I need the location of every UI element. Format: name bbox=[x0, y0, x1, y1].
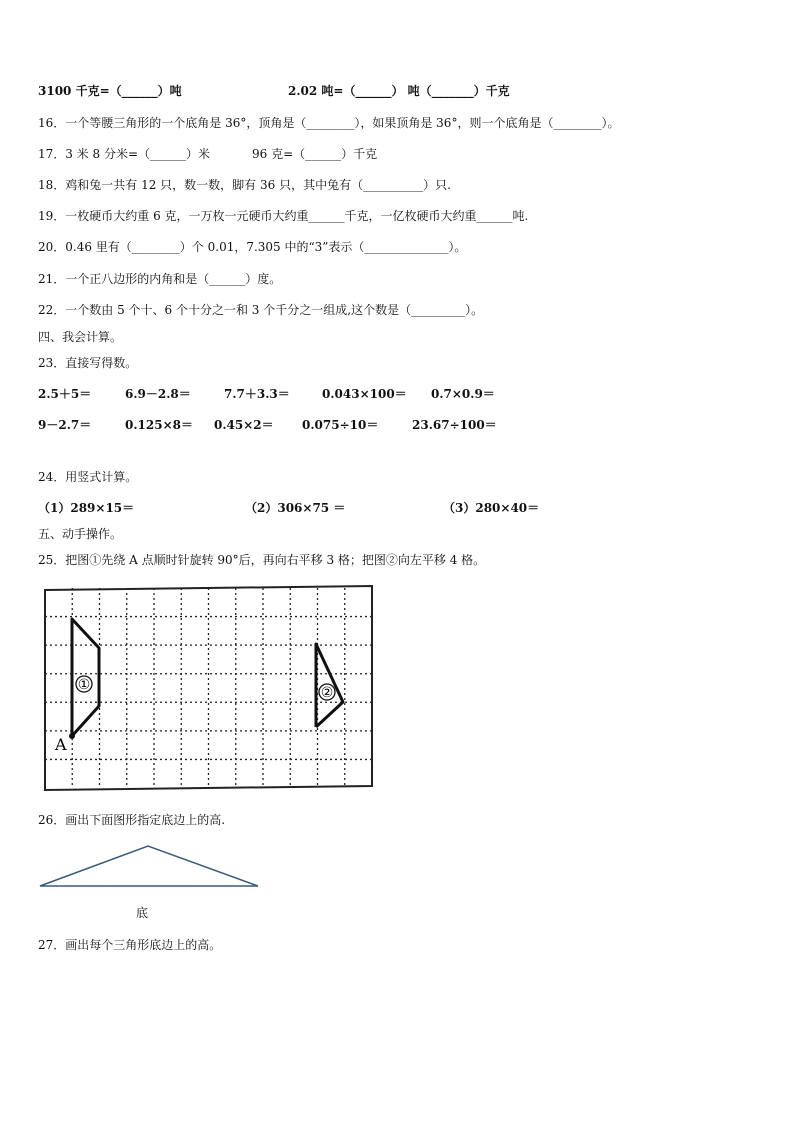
section-4-heading: 四、我会计算。 bbox=[38, 330, 123, 344]
vertical-calc-item: （3）280×40＝ bbox=[443, 501, 540, 515]
question-19: 19．一枚硬币大约重 6 克，一万枚一元硬币大约重______千克，一亿枚硬币大约重______吨. bbox=[38, 209, 529, 223]
q15-part-b: 2.02 吨=（______） 吨（_______）千克 bbox=[288, 84, 510, 98]
question-20: 20．0.46 里有（________）个 0.01，7.305 中的“3”表示（______________）。 bbox=[38, 240, 467, 254]
calc-item: 9－2.7＝ bbox=[38, 418, 92, 432]
calc-item: 0.45×2＝ bbox=[214, 418, 274, 432]
vertical-calc-item: （2）306×75 ＝ bbox=[245, 501, 346, 515]
question-26: 26．画出下面图形指定底边上的高. bbox=[38, 813, 226, 827]
calc-item: 7.7＋3.3＝ bbox=[224, 387, 290, 401]
grid-svg bbox=[41, 584, 373, 794]
question-17-part-a: 17．3 米 8 分米=（______）米 bbox=[38, 147, 211, 161]
vertical-calc-item: （1）289×15＝ bbox=[38, 501, 135, 515]
question-25: 25．把图①先绕 A 点顺时针旋转 90°后，再向右平移 3 格；把图②向左平移 4 格。 bbox=[38, 553, 486, 567]
shape-1-label: ① bbox=[77, 677, 91, 693]
triangle-figure bbox=[36, 842, 262, 892]
question-24: 24．用竖式计算。 bbox=[38, 470, 138, 484]
question-21: 21．一个正八边形的内角和是（______）度。 bbox=[38, 272, 282, 286]
triangle-svg bbox=[36, 842, 262, 892]
calc-item: 0.043×100＝ bbox=[322, 387, 407, 401]
shape-2-label: ② bbox=[320, 685, 334, 701]
question-22: 22．一个数由 5 个十、6 个十分之一和 3 个千分之一组成,这个数是（_________）。 bbox=[38, 303, 484, 317]
question-27: 27．画出每个三角形底边上的高。 bbox=[38, 938, 222, 952]
calc-item: 0.075÷10＝ bbox=[302, 418, 379, 432]
calc-item: 0.7×0.9＝ bbox=[431, 387, 495, 401]
calc-item: 0.125×8＝ bbox=[125, 418, 193, 432]
calc-item: 2.5＋5＝ bbox=[38, 387, 92, 401]
q15-part-a: 3100 千克=（______）吨 bbox=[38, 84, 182, 98]
calc-item: 6.9－2.8＝ bbox=[125, 387, 191, 401]
calc-item: 23.67÷100＝ bbox=[412, 418, 497, 432]
question-18: 18．鸡和兔一共有 12 只，数一数，脚有 36 只，其中兔有（__________）只. bbox=[38, 178, 451, 192]
triangle-base-label: 底 bbox=[136, 906, 149, 920]
question-16: 16．一个等腰三角形的一个底角是 36°，顶角是（________），如果顶角是 36°，则一个底角是（________）。 bbox=[38, 116, 620, 130]
question-23: 23．直接写得数。 bbox=[38, 356, 138, 370]
point-a-dot bbox=[69, 733, 75, 739]
point-a-label: A bbox=[55, 735, 67, 754]
question-17-part-b: 96 克=（______）千克 bbox=[252, 147, 378, 161]
triangle-shape bbox=[40, 846, 258, 886]
section-5-heading: 五、动手操作。 bbox=[38, 527, 123, 541]
grid-figure bbox=[41, 584, 373, 794]
